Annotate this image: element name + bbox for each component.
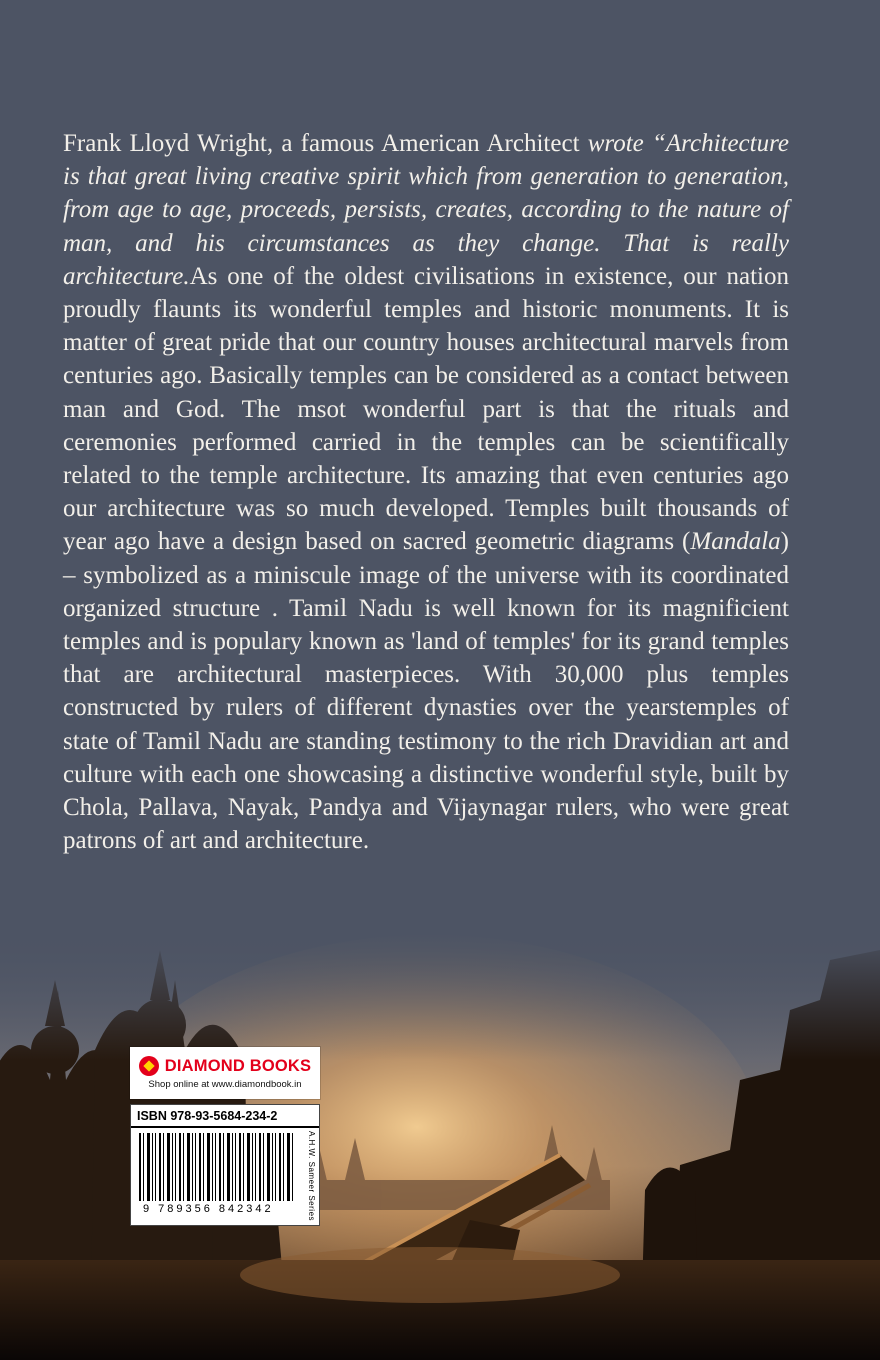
blurb-body-part2: ) – symbolized as a miniscule image of the universe with its coordinated organized structure . Tamil Nadu is well known for its magnificient temples and is populary known as 'land of temples' for its grand temples that are architectural masterpieces. With 30,000 plus temples constructed by rulers of different dynasties over the yearstemples of state of Tamil Nadu are standing testimony to the rich Dravidian art and culture with each one showcasing a distinctive wonderful style, built by Chola, Pallava, Nayak, Pandya and Vijaynagar rulers, who were great patrons of art and architecture. <box>63 528 789 855</box>
blurb-lead-roman: Frank Lloyd Wright, a famous American Architect <box>63 130 588 157</box>
blurb-body-part1: As one of the oldest civilisations in existence, our nation proudly flaunts its wonderful temples and historic monuments. It is matter of great pride that our country houses architectural marvels from centuries ago. Basically temples can be considered as a contact between man and God. The msot wonderful part is that the rituals and ceremonies performed carried in the temples can be scientifically related to the temple architecture. Its amazing that even centuries ago our architecture was so much developed. Temples built thousands of year ago have a design based on sacred geometric diagrams ( <box>63 262 789 556</box>
blurb-lead-italic: wrote <box>587 130 652 157</box>
barcode-bars <box>139 1133 295 1201</box>
publisher-row <box>139 1056 312 1076</box>
series-vertical-text: A.H.W. Sameer Series <box>307 1131 316 1222</box>
isbn-label: ISBN 978-93-5684-234-2 <box>131 1105 319 1128</box>
back-cover-blurb <box>63 127 789 857</box>
blurb-quote-italic: “Architecture is that great living creative spirit which from generation to generation, from age to age, proceeds, persists, creates, according to the nature of man, and his circumstances as they change. That is really architecture. <box>63 130 789 290</box>
photo-light-patch <box>240 1247 620 1303</box>
blurb-mandala-italic: Mandala <box>690 528 781 556</box>
publisher-box <box>130 1047 320 1099</box>
barcode-digits: 9 789356 842342 <box>143 1203 274 1215</box>
barcode-box <box>130 1104 320 1226</box>
diamond-books-logo-icon <box>139 1056 159 1076</box>
publisher-tagline: Shop online at www.diamondbook.in <box>148 1079 302 1090</box>
photo-haze <box>0 930 880 1060</box>
publisher-name: DIAMOND BOOKS <box>164 1056 312 1075</box>
